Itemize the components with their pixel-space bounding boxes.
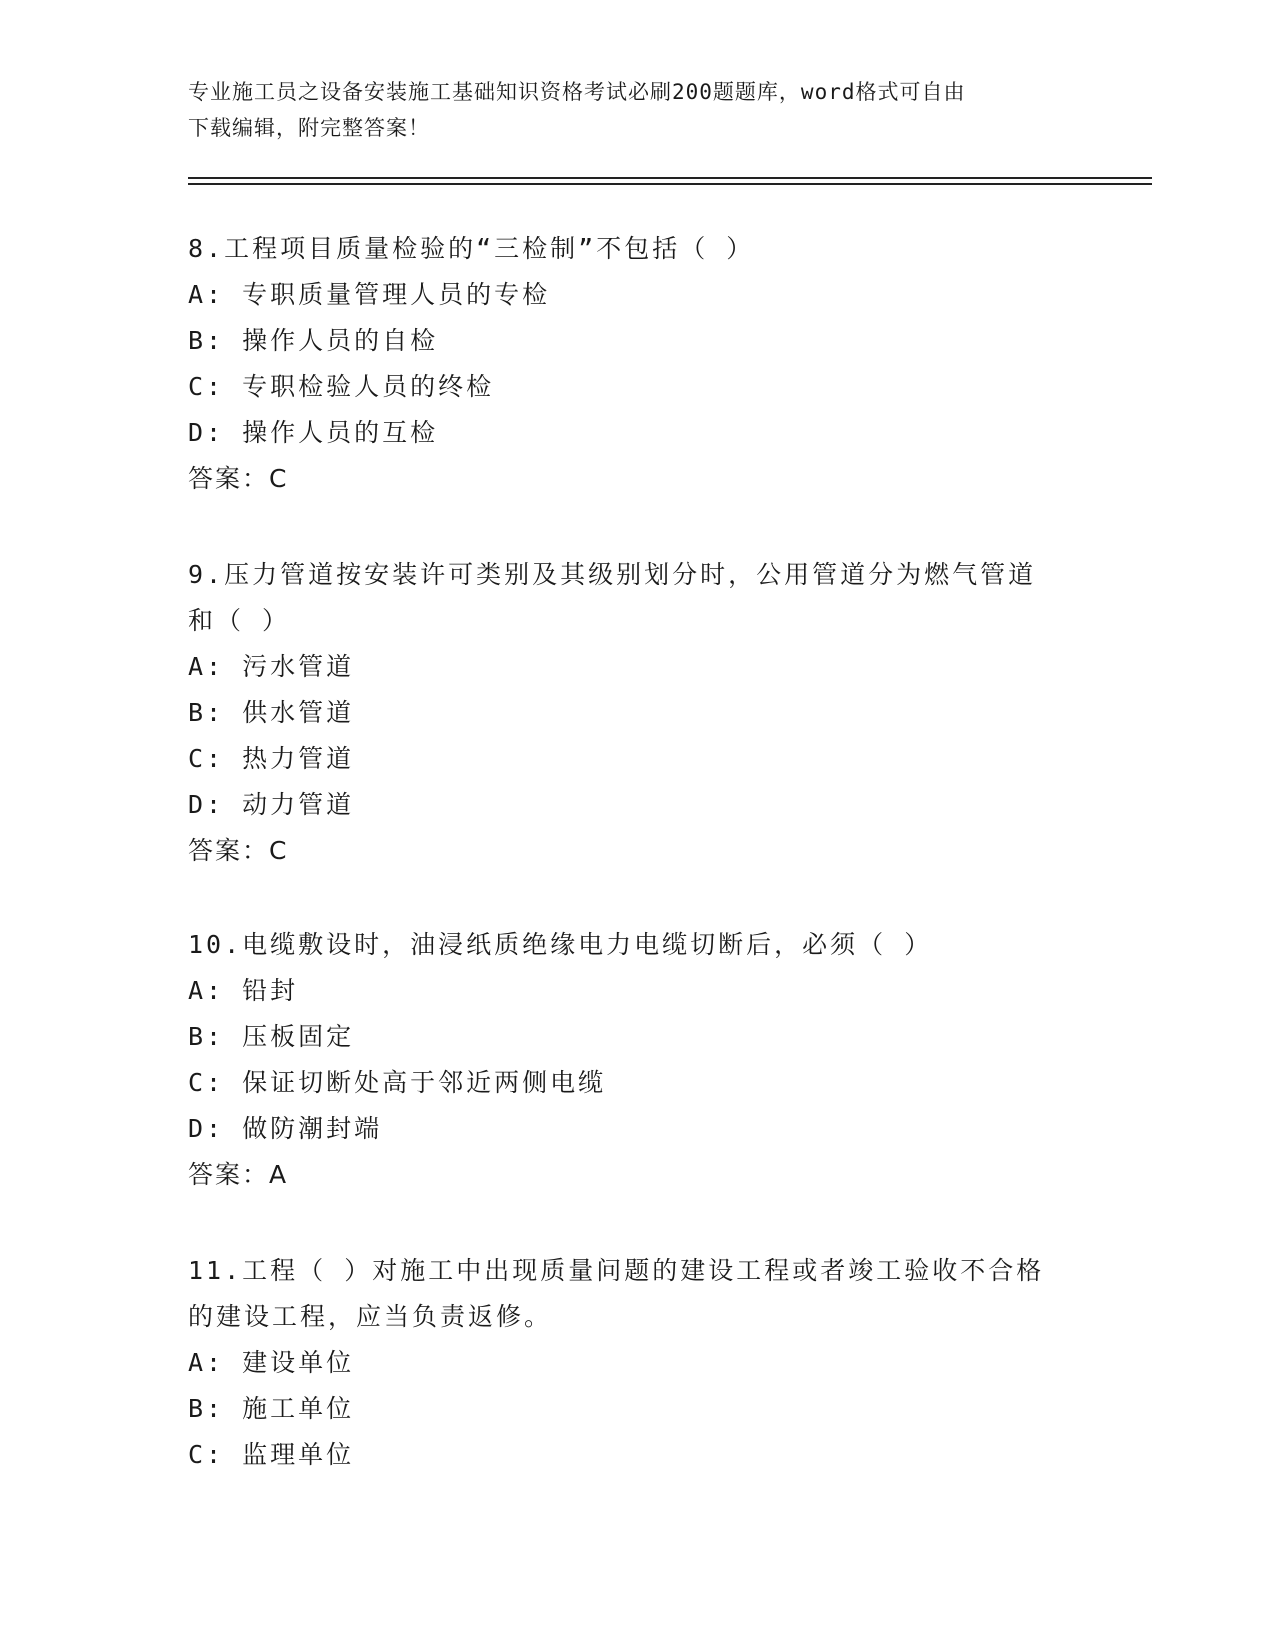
option-b: B: 压板固定	[188, 1022, 355, 1051]
question-stem: 9.压力管道按安装许可类别及其级别划分时，公用管道分为燃气管道	[188, 560, 1037, 589]
header-line-2: 下载编辑，附完整答案！	[188, 116, 430, 140]
header-line-1: 专业施工员之设备安装施工基础知识资格考试必刷200题题库，word格式可自由	[188, 80, 966, 104]
header-divider-bottom	[188, 183, 1152, 185]
option-a: A: 铅封	[188, 976, 299, 1005]
question-stem: 11.工程（ ）对施工中出现质量问题的建设工程或者竣工验收不合格	[188, 1256, 1045, 1285]
question-9	[188, 552, 1088, 874]
option-c: C: 保证切断处高于邻近两侧电缆	[188, 1068, 607, 1097]
document-header	[188, 74, 1088, 146]
header-divider-top	[188, 177, 1152, 179]
option-d: D: 做防潮封端	[188, 1114, 383, 1143]
question-stem-continued: 的建设工程，应当负责返修。	[188, 1302, 553, 1331]
question-11	[188, 1248, 1088, 1478]
option-b: B: 操作人员的自检	[188, 326, 439, 355]
option-b: B: 施工单位	[188, 1394, 355, 1423]
option-a: A: 污水管道	[188, 652, 355, 681]
answer: 答案：A	[188, 1160, 289, 1189]
option-a: A: 建设单位	[188, 1348, 355, 1377]
question-10	[188, 922, 1088, 1198]
option-d: D: 动力管道	[188, 790, 355, 819]
option-d: D: 操作人员的互检	[188, 418, 439, 447]
option-c: C: 专职检验人员的终检	[188, 372, 495, 401]
answer: 答案：C	[188, 836, 289, 865]
question-stem-continued: 和（ ）	[188, 606, 291, 635]
question-stem: 8.工程项目质量检验的“三检制”不包括（ ）	[188, 234, 755, 263]
option-c: C: 监理单位	[188, 1440, 355, 1469]
question-stem: 10.电缆敷设时，油浸纸质绝缘电力电缆切断后，必须（ ）	[188, 930, 933, 959]
option-c: C: 热力管道	[188, 744, 355, 773]
question-8	[188, 226, 1088, 502]
answer: 答案：C	[188, 464, 289, 493]
option-a: A: 专职质量管理人员的专检	[188, 280, 551, 309]
option-b: B: 供水管道	[188, 698, 355, 727]
